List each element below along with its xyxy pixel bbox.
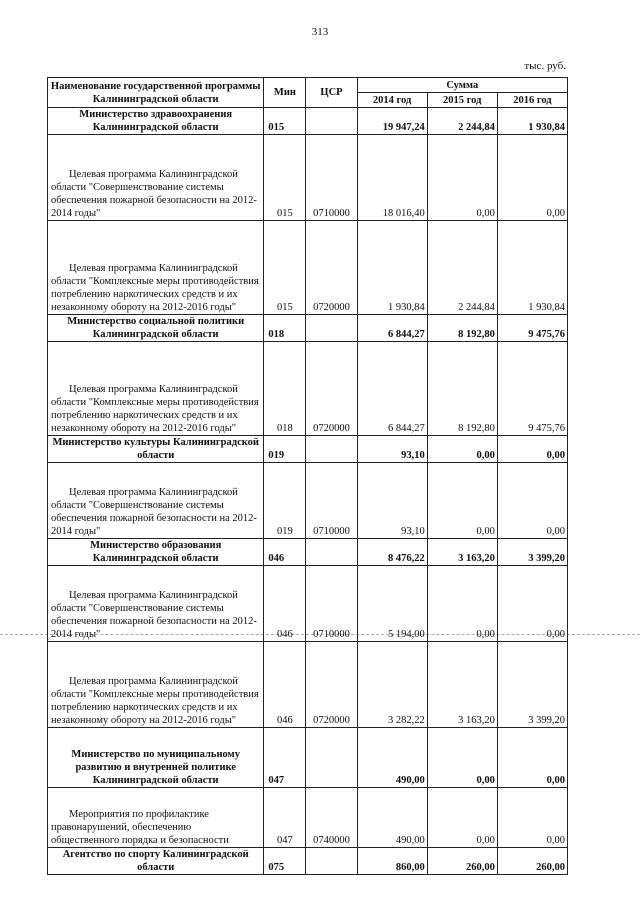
header-2015: 2015 год (427, 93, 497, 108)
row-min: 015 (264, 135, 306, 221)
row-2015: 0,00 (427, 463, 497, 539)
header-2014: 2014 год (357, 93, 427, 108)
row-2014: 490,00 (357, 788, 427, 848)
row-2016: 1 930,84 (497, 221, 567, 315)
table-row (48, 315, 568, 342)
header-name: Наименование государственной программы Калининградской области (48, 78, 264, 108)
row-csr (306, 848, 357, 875)
row-name (48, 221, 264, 315)
page-number: 313 (311, 26, 329, 38)
table-row (48, 108, 568, 135)
row-csr (306, 436, 357, 463)
row-2014: 3 282,22 (357, 642, 427, 728)
row-name-text: Целевая программа Калининградской области "Совершенствование системы обеспечения пожарной безопасности на 2012-2014 годы" (51, 487, 257, 537)
row-2014: 93,10 (357, 436, 427, 463)
row-name: Агентство по спорту Калининградской области (48, 848, 264, 875)
row-name: Министерство социальной политики Калининградской области (48, 315, 264, 342)
row-name: Министерство образования Калининградской области (48, 539, 264, 566)
row-2015: 260,00 (427, 848, 497, 875)
row-2016: 0,00 (497, 788, 567, 848)
table-row (48, 436, 568, 463)
row-2014: 5 194,00 (357, 566, 427, 642)
row-name (48, 788, 264, 848)
row-2015: 0,00 (427, 566, 497, 642)
row-2016: 0,00 (497, 728, 567, 788)
row-name-text: Целевая программа Калининградской области "Совершенствование системы обеспечения пожарной безопасности на 2012-2014 годы" (51, 590, 257, 640)
row-name (48, 342, 264, 436)
row-2015: 3 163,20 (427, 539, 497, 566)
row-csr: 0710000 (306, 566, 357, 642)
row-name-text: Целевая программа Калининградской области "Комплексные меры противодействия потреблению наркотических средств и их незаконному обороту на 2012-2016 годы" (51, 384, 259, 434)
row-2015: 2 244,84 (427, 108, 497, 135)
row-name-text: Мероприятия по профилактике правонарушений, обеспечению общественного порядка и безопасности (51, 809, 229, 846)
row-2015: 0,00 (427, 728, 497, 788)
row-name (48, 135, 264, 221)
row-2014: 860,00 (357, 848, 427, 875)
table-row (48, 566, 568, 642)
row-min: 019 (264, 463, 306, 539)
row-csr: 0720000 (306, 221, 357, 315)
header-min: Мин (264, 78, 306, 108)
row-2016: 0,00 (497, 436, 567, 463)
row-min: 047 (264, 728, 306, 788)
row-name (48, 463, 264, 539)
row-name-text: Целевая программа Калининградской области "Комплексные меры противодействия потреблению наркотических средств и их незаконному обороту на 2012-2016 годы" (51, 263, 259, 313)
row-2016: 0,00 (497, 566, 567, 642)
table-row (48, 642, 568, 728)
row-csr (306, 315, 357, 342)
row-2016: 0,00 (497, 463, 567, 539)
row-2015: 0,00 (427, 788, 497, 848)
header-2016: 2016 год (497, 93, 567, 108)
row-csr (306, 728, 357, 788)
row-csr (306, 539, 357, 566)
table-row (48, 728, 568, 788)
row-csr: 0740000 (306, 788, 357, 848)
row-csr: 0720000 (306, 342, 357, 436)
row-2015: 2 244,84 (427, 221, 497, 315)
row-min: 046 (264, 539, 306, 566)
table-row (48, 342, 568, 436)
row-min: 015 (264, 108, 306, 135)
row-2015: 3 163,20 (427, 642, 497, 728)
row-2016: 0,00 (497, 135, 567, 221)
row-min: 046 (264, 642, 306, 728)
row-2016: 9 475,76 (497, 342, 567, 436)
table-row (48, 539, 568, 566)
budget-table (47, 77, 568, 875)
row-name: Министерство культуры Калининградской области (48, 436, 264, 463)
row-2015: 8 192,80 (427, 342, 497, 436)
row-min: 018 (264, 342, 306, 436)
row-2014: 6 844,27 (357, 342, 427, 436)
row-min: 019 (264, 436, 306, 463)
row-csr: 0720000 (306, 642, 357, 728)
row-name-text: Целевая программа Калининградской области "Комплексные меры противодействия потреблению наркотических средств и их незаконному обороту на 2012-2016 годы" (51, 676, 259, 726)
row-name: Министерство здравоохранения Калининградской области (48, 108, 264, 135)
row-2016: 9 475,76 (497, 315, 567, 342)
header-csr: ЦСР (306, 78, 357, 108)
table-row (48, 221, 568, 315)
row-csr (306, 108, 357, 135)
row-2016: 3 399,20 (497, 539, 567, 566)
row-min: 047 (264, 788, 306, 848)
row-name (48, 642, 264, 728)
row-2014: 93,10 (357, 463, 427, 539)
row-2014: 18 016,40 (357, 135, 427, 221)
row-2015: 0,00 (427, 135, 497, 221)
row-min: 075 (264, 848, 306, 875)
row-min: 018 (264, 315, 306, 342)
row-name (48, 566, 264, 642)
table-row (48, 135, 568, 221)
row-name: Министерство по муниципальному развитию и внутренней политике Калининградской области (48, 728, 264, 788)
row-2016: 1 930,84 (497, 108, 567, 135)
table-row (48, 788, 568, 848)
row-2014: 19 947,24 (357, 108, 427, 135)
row-2014: 8 476,22 (357, 539, 427, 566)
row-2014: 6 844,27 (357, 315, 427, 342)
row-2016: 260,00 (497, 848, 567, 875)
row-min: 015 (264, 221, 306, 315)
row-2014: 490,00 (357, 728, 427, 788)
units-label: тыс. руб. (524, 60, 566, 72)
row-2016: 3 399,20 (497, 642, 567, 728)
table-row (48, 463, 568, 539)
header-sum: Сумма (357, 78, 567, 93)
row-min: 046 (264, 566, 306, 642)
row-2015: 0,00 (427, 436, 497, 463)
table-row (48, 848, 568, 875)
row-csr: 0710000 (306, 463, 357, 539)
row-name-text: Целевая программа Калининградской области "Совершенствование системы обеспечения пожарной безопасности на 2012-2014 годы" (51, 169, 257, 219)
row-2014: 1 930,84 (357, 221, 427, 315)
row-csr: 0710000 (306, 135, 357, 221)
row-2015: 8 192,80 (427, 315, 497, 342)
